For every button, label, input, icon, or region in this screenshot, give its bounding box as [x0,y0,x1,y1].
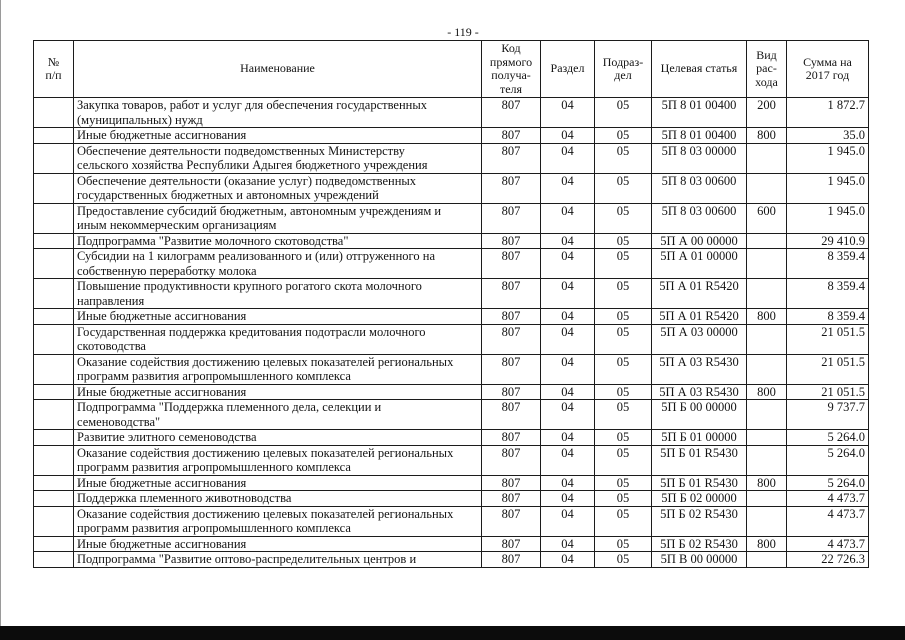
recipient-code-cell: 807 [482,233,541,249]
name-cell: Подпрограмма "Развитие молочного скотоводства" [74,233,482,249]
target-article-cell: 5П Б 01 R5430 [652,445,747,475]
section-cell: 04 [541,309,595,325]
section-cell: 04 [541,552,595,568]
row-number-cell [34,143,74,173]
name-cell: Иные бюджетные ассигнования [74,128,482,144]
header-amount: Сумма на 2017 год [787,41,869,98]
expense-type-cell: 800 [747,475,787,491]
expense-type-cell: 200 [747,98,787,128]
recipient-code-cell: 807 [482,430,541,446]
section-cell: 04 [541,491,595,507]
expense-type-cell [747,143,787,173]
recipient-code-cell: 807 [482,324,541,354]
row-number-cell [34,279,74,309]
amount-cell: 1 945.0 [787,143,869,173]
target-article-cell: 5П В 00 00000 [652,552,747,568]
subsection-cell: 05 [595,400,652,430]
table-row [34,430,869,446]
subsection-cell: 05 [595,552,652,568]
scan-bottom-bar [0,626,905,640]
amount-cell: 29 410.9 [787,233,869,249]
row-number-cell [34,445,74,475]
section-cell: 04 [541,400,595,430]
subsection-cell: 05 [595,430,652,446]
name-cell: Иные бюджетные ассигнования [74,536,482,552]
amount-cell: 4 473.7 [787,491,869,507]
name-cell: Подпрограмма "Развитие оптово-распределительных центров и [74,552,482,568]
recipient-code-cell: 807 [482,249,541,279]
header-recipient-code: Код прямого получа- теля [482,41,541,98]
amount-cell: 5 264.0 [787,430,869,446]
expense-type-cell: 800 [747,309,787,325]
expense-type-cell [747,491,787,507]
target-article-cell: 5П Б 02 R5430 [652,506,747,536]
amount-cell: 1 945.0 [787,173,869,203]
row-number-cell [34,475,74,491]
recipient-code-cell: 807 [482,445,541,475]
name-cell: Подпрограмма "Поддержка племенного дела, селекции и семеноводства" [74,400,482,430]
target-article-cell: 5П 8 01 00400 [652,98,747,128]
name-cell: Оказание содействия достижению целевых показателей региональных программ развития агропромышленного комплекса [74,506,482,536]
section-cell: 04 [541,98,595,128]
name-cell: Повышение продуктивности крупного рогатого скота молочного направления [74,279,482,309]
recipient-code-cell: 807 [482,552,541,568]
subsection-cell: 05 [595,506,652,536]
recipient-code-cell: 807 [482,279,541,309]
row-number-cell [34,249,74,279]
table-row [34,203,869,233]
row-number-cell [34,536,74,552]
recipient-code-cell: 807 [482,173,541,203]
section-cell: 04 [541,536,595,552]
section-cell: 04 [541,233,595,249]
table-header [34,41,869,98]
row-number-cell [34,309,74,325]
subsection-cell: 05 [595,324,652,354]
expense-type-cell [747,552,787,568]
section-cell: 04 [541,279,595,309]
table-row [34,506,869,536]
expense-type-cell [747,445,787,475]
table-row [34,536,869,552]
target-article-cell: 5П А 01 R5420 [652,279,747,309]
target-article-cell: 5П Б 01 R5430 [652,475,747,491]
subsection-cell: 05 [595,249,652,279]
amount-cell: 21 051.5 [787,354,869,384]
amount-cell: 21 051.5 [787,324,869,354]
section-cell: 04 [541,445,595,475]
subsection-cell: 05 [595,491,652,507]
table-row [34,552,869,568]
target-article-cell: 5П 8 01 00400 [652,128,747,144]
name-cell: Государственная поддержка кредитования подотрасли молочного скотоводства [74,324,482,354]
subsection-cell: 05 [595,98,652,128]
name-cell: Поддержка племенного животноводства [74,491,482,507]
subsection-cell: 05 [595,173,652,203]
row-number-cell [34,98,74,128]
row-number-cell [34,128,74,144]
expense-type-cell: 800 [747,536,787,552]
name-cell: Иные бюджетные ассигнования [74,309,482,325]
name-cell: Иные бюджетные ассигнования [74,475,482,491]
subsection-cell: 05 [595,384,652,400]
table-row [34,309,869,325]
subsection-cell: 05 [595,279,652,309]
row-number-cell [34,491,74,507]
row-number-cell [34,233,74,249]
recipient-code-cell: 807 [482,98,541,128]
expense-type-cell [747,173,787,203]
table-row [34,279,869,309]
amount-cell: 4 473.7 [787,506,869,536]
target-article-cell: 5П Б 01 00000 [652,430,747,446]
expense-type-cell [747,233,787,249]
header-target-article: Целевая статья [652,41,747,98]
header-name: Наименование [74,41,482,98]
name-cell: Оказание содействия достижению целевых показателей региональных программ развития агропромышленного комплекса [74,445,482,475]
amount-cell: 5 264.0 [787,475,869,491]
name-cell: Иные бюджетные ассигнования [74,384,482,400]
amount-cell: 1 872.7 [787,98,869,128]
header-section: Раздел [541,41,595,98]
name-cell: Оказание содействия достижению целевых показателей региональных программ развития агропромышленного комплекса [74,354,482,384]
table-row [34,324,869,354]
target-article-cell: 5П А 03 00000 [652,324,747,354]
name-cell: Обеспечение деятельности подведомственных Министерству сельского хозяйства Республики Адыгея бюджетного учреждения [74,143,482,173]
table-row [34,445,869,475]
target-article-cell: 5П А 00 00000 [652,233,747,249]
scan-left-edge [0,0,1,626]
target-article-cell: 5П 8 03 00600 [652,173,747,203]
target-article-cell: 5П Б 02 R5430 [652,536,747,552]
section-cell: 04 [541,506,595,536]
section-cell: 04 [541,384,595,400]
recipient-code-cell: 807 [482,354,541,384]
recipient-code-cell: 807 [482,536,541,552]
row-number-cell [34,384,74,400]
section-cell: 04 [541,475,595,491]
section-cell: 04 [541,173,595,203]
recipient-code-cell: 807 [482,506,541,536]
amount-cell: 35.0 [787,128,869,144]
amount-cell: 8 359.4 [787,249,869,279]
amount-cell: 21 051.5 [787,384,869,400]
row-number-cell [34,354,74,384]
section-cell: 04 [541,430,595,446]
recipient-code-cell: 807 [482,400,541,430]
expense-type-cell: 800 [747,384,787,400]
target-article-cell: 5П Б 02 00000 [652,491,747,507]
amount-cell: 9 737.7 [787,400,869,430]
budget-table [33,40,869,568]
section-cell: 04 [541,143,595,173]
header-expense-type: Вид рас- хода [747,41,787,98]
recipient-code-cell: 807 [482,309,541,325]
name-cell: Предоставление субсидий бюджетным, автономным учреждениям и иным некоммерческим организациям [74,203,482,233]
row-number-cell [34,430,74,446]
target-article-cell: 5П А 03 R5430 [652,354,747,384]
header-subsection: Подраз- дел [595,41,652,98]
table-row [34,249,869,279]
amount-cell: 1 945.0 [787,203,869,233]
name-cell: Развитие элитного семеноводства [74,430,482,446]
expense-type-cell: 600 [747,203,787,233]
table-row [34,475,869,491]
table-row [34,143,869,173]
target-article-cell: 5П 8 03 00000 [652,143,747,173]
table-row [34,400,869,430]
section-cell: 04 [541,249,595,279]
name-cell: Обеспечение деятельности (оказание услуг) подведомственных государственных бюджетных и автономных учреждений [74,173,482,203]
expense-type-cell: 800 [747,128,787,144]
row-number-cell [34,173,74,203]
subsection-cell: 05 [595,536,652,552]
expense-type-cell [747,279,787,309]
amount-cell: 5 264.0 [787,445,869,475]
table-row [34,173,869,203]
section-cell: 04 [541,128,595,144]
recipient-code-cell: 807 [482,384,541,400]
subsection-cell: 05 [595,233,652,249]
name-cell: Субсидии на 1 килограмм реализованного и (или) отгруженного на собственную переработку молока [74,249,482,279]
table-row [34,128,869,144]
target-article-cell: 5П А 01 R5420 [652,309,747,325]
table-row [34,384,869,400]
recipient-code-cell: 807 [482,491,541,507]
subsection-cell: 05 [595,354,652,384]
section-cell: 04 [541,324,595,354]
name-cell: Закупка товаров, работ и услуг для обеспечения государственных (муниципальных) нужд [74,98,482,128]
amount-cell: 8 359.4 [787,279,869,309]
row-number-cell [34,552,74,568]
table-row [34,354,869,384]
subsection-cell: 05 [595,445,652,475]
header-row [34,41,869,98]
recipient-code-cell: 807 [482,203,541,233]
row-number-cell [34,506,74,536]
amount-cell: 8 359.4 [787,309,869,325]
target-article-cell: 5П А 01 00000 [652,249,747,279]
expense-type-cell [747,249,787,279]
amount-cell: 4 473.7 [787,536,869,552]
subsection-cell: 05 [595,143,652,173]
subsection-cell: 05 [595,309,652,325]
expense-type-cell [747,324,787,354]
expense-type-cell [747,430,787,446]
table-row [34,233,869,249]
target-article-cell: 5П Б 00 00000 [652,400,747,430]
header-number: № п/п [34,41,74,98]
section-cell: 04 [541,354,595,384]
expense-type-cell [747,506,787,536]
recipient-code-cell: 807 [482,143,541,173]
amount-cell: 22 726.3 [787,552,869,568]
section-cell: 04 [541,203,595,233]
recipient-code-cell: 807 [482,475,541,491]
table-row [34,491,869,507]
subsection-cell: 05 [595,203,652,233]
row-number-cell [34,324,74,354]
table-row [34,98,869,128]
target-article-cell: 5П А 03 R5430 [652,384,747,400]
target-article-cell: 5П 8 03 00600 [652,203,747,233]
subsection-cell: 05 [595,128,652,144]
page-number: - 119 - [447,25,479,39]
recipient-code-cell: 807 [482,128,541,144]
row-number-cell [34,203,74,233]
row-number-cell [34,400,74,430]
expense-type-cell [747,354,787,384]
table-body [34,98,869,568]
expense-type-cell [747,400,787,430]
subsection-cell: 05 [595,475,652,491]
